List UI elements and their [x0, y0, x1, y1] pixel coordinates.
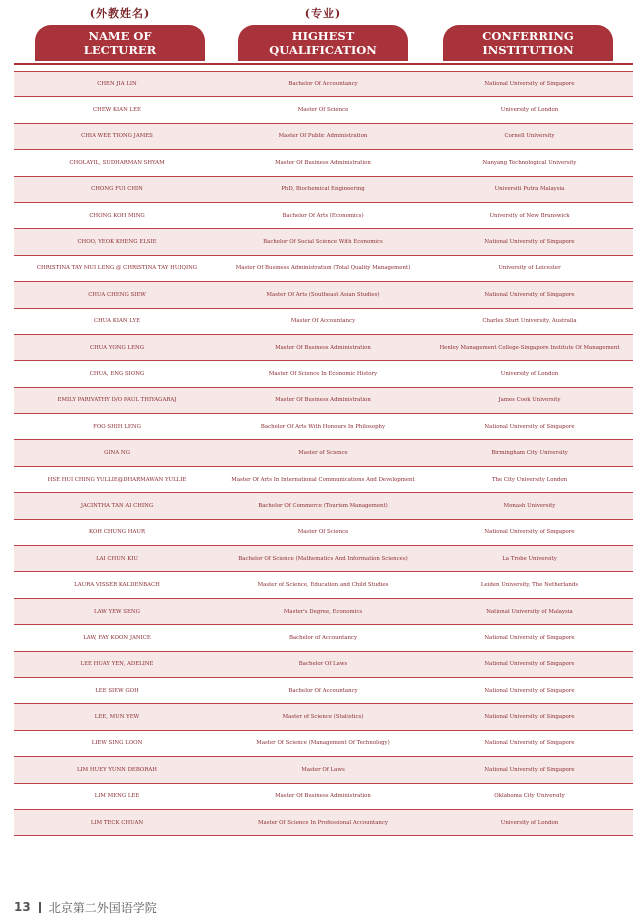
page-footer	[14, 899, 157, 915]
qualification-cell: Master of Science	[298, 450, 348, 457]
lecturer-name-cell: LAW YEW SENG	[94, 608, 140, 615]
header-institution-line2: INSTITUTION	[482, 43, 574, 57]
qualification-cell: Bachelor Of Arts (Economics)	[282, 212, 364, 219]
footer-separator	[39, 902, 41, 913]
qualification-cell: Master Of Arts In International Communications And Development	[231, 476, 415, 483]
qualification-cell: PhD, Biochemical Engineering	[281, 186, 365, 193]
table-row	[14, 704, 633, 730]
lecturer-name-cell: EMILY PARIVATHY D/O PAUL THIYAGARAJ	[57, 397, 177, 404]
qualification-cell: Bachelor Of Arts With Honours In Philosophy	[260, 423, 386, 430]
qualification-cell: Master Of Science	[297, 529, 349, 536]
institution-cell: La Trobe University	[502, 555, 557, 562]
lecturer-name-cell: CHONG FUI CHIN	[91, 186, 143, 193]
institution-cell: National University of Singapore	[484, 81, 575, 88]
lecturer-name-cell: LAW, FAY KOON JANICE	[83, 634, 151, 641]
page-number: 13	[14, 900, 31, 914]
header-divider	[14, 63, 633, 65]
qualification-cell: Master Of Science In Professional Accountancy	[258, 819, 388, 826]
qualification-cell: Master Of Business Administration	[275, 397, 371, 404]
table-row	[14, 652, 633, 678]
qualification-cell: Bachelor Of Science (Mathematics And Information Sciences)	[238, 555, 408, 562]
qualification-cell: Master Of Laws	[301, 766, 345, 773]
qualification-cell: Master Of Science (Management Of Technology)	[256, 740, 390, 747]
qualification-cell: Master of Science (Statistics)	[282, 714, 364, 721]
qualification-cell: Master Of Business Administration	[275, 793, 371, 800]
institution-cell: Universiti Putra Malaysia	[494, 186, 565, 193]
institution-cell: National University of Singapore	[484, 766, 575, 773]
table-row	[14, 309, 633, 335]
table-row	[14, 546, 633, 572]
lecturer-name-cell: CHUA YONG LENG	[89, 344, 145, 351]
table-row	[14, 71, 633, 97]
institution-cell: National University of Singapore	[484, 661, 575, 668]
header-institution-line1: CONFERRING	[482, 29, 574, 43]
institution-cell: National University of Singapore	[484, 687, 575, 694]
school-name: 北京第二外国语学院	[48, 900, 157, 915]
lecturer-name-cell: LIM HUEY YUNN DEBORAH	[76, 766, 158, 773]
qualification-cell: Master Of Science	[297, 107, 349, 114]
header-institution-cn	[443, 6, 613, 22]
header-lecturer-name-cn: (外教姓名)	[89, 7, 151, 20]
institution-cell: National University of Singapore	[484, 634, 575, 641]
qualification-cell: Master Of Science In Economic History	[268, 370, 378, 377]
lecturer-name-cell: CHIA WEE TIONG JAMES	[81, 133, 153, 140]
table-row	[14, 229, 633, 255]
lecturer-name-cell: CHOO, YEOK KHENG ELSIE	[77, 239, 157, 246]
lecturer-name-cell: HSE HUI CHING YULLIE@DHARMAWAN YULLIE	[47, 476, 187, 483]
qualification-cell: Master Of Business Administration	[275, 344, 371, 351]
institution-cell: University of London	[500, 370, 559, 377]
lecturer-name-cell: LIM TECK CHUAN	[90, 819, 144, 826]
table-row	[14, 124, 633, 150]
table-row	[14, 256, 633, 282]
institution-cell: The City University London	[491, 476, 568, 483]
lecturer-name-cell: LIM MENG LEE	[94, 793, 140, 800]
institution-cell: National University of Singapore	[484, 740, 575, 747]
institution-cell: University of New Brunswick	[489, 212, 570, 219]
qualification-cell: Bachelor of Accountancy	[288, 634, 358, 641]
lecturer-name-cell: JACINTHA TAN AI CHING	[80, 502, 154, 509]
header-lecturer-name-line2: LECTURER	[83, 43, 157, 57]
qualification-cell: Master Of Business Administration	[275, 159, 371, 166]
header-qualification-cn: (专业)	[304, 7, 342, 20]
table-row	[14, 810, 633, 836]
lecturer-name-cell: CHONG KOH MING	[89, 212, 145, 219]
qualification-cell: Master Of Arts (Southeast Asian Studies)	[266, 291, 380, 298]
institution-cell: Oklahoma City University	[494, 793, 565, 800]
lecturer-name-cell: CHUA CHENG SIEW	[88, 291, 146, 298]
institution-cell: Birmingham City University	[491, 450, 568, 457]
table-row	[14, 177, 633, 203]
institution-cell: National University of Singapore	[484, 529, 575, 536]
institution-cell: National University of Singapore	[484, 714, 575, 721]
qualification-cell: Master Of Business Administration (Total Quality Management)	[235, 265, 411, 272]
header-institution	[443, 6, 613, 61]
institution-cell: National University of Singapore	[484, 291, 575, 298]
table-row	[14, 493, 633, 519]
table-row	[14, 599, 633, 625]
institution-cell: University of London	[500, 107, 559, 114]
table-row	[14, 361, 633, 387]
lecturer-name-cell: CHUA, ENG SIONG	[89, 370, 145, 377]
header-qualification-line2: QUALIFICATION	[269, 43, 377, 57]
qualification-cell: Bachelor Of Accountancy	[288, 81, 358, 88]
institution-cell: Charles Sturt University, Australia	[482, 318, 577, 325]
table-row	[14, 731, 633, 757]
table-row	[14, 97, 633, 123]
table-row	[14, 388, 633, 414]
lecturer-name-cell: CHEW KIAN LEE	[93, 107, 141, 114]
lecturer-name-cell: KOH CHUNG HAUR	[88, 529, 146, 536]
institution-cell: National University of Singapore	[484, 239, 575, 246]
table-row	[14, 625, 633, 651]
qualification-cell: Master Of Accountancy	[290, 318, 356, 325]
lecturer-name-cell: LAI CHUN KIU	[96, 555, 138, 562]
header-qualification-line1: HIGHEST	[291, 29, 355, 43]
table-row	[14, 282, 633, 308]
qualification-cell: Bachelor Of Accountancy	[288, 687, 358, 694]
qualification-cell: Bachelor Of Laws	[298, 661, 348, 668]
table-row	[14, 467, 633, 493]
institution-cell: National University of Singapore	[484, 423, 575, 430]
table-row	[14, 678, 633, 704]
institution-cell: James Cook University	[498, 397, 561, 404]
lecturer-name-cell: LEE, MUN YEW	[94, 714, 140, 721]
lecturer-table	[14, 71, 633, 836]
header-lecturer-name-line1: NAME OF	[88, 29, 152, 43]
institution-cell: University of Leicester	[498, 265, 561, 272]
header-lecturer-name	[35, 6, 205, 61]
lecturer-name-cell: FOO SHIH LENG	[93, 423, 141, 430]
institution-cell: Nanyang Technological University	[482, 159, 577, 166]
table-row	[14, 150, 633, 176]
lecturer-name-cell: CHEN JIA LIN	[97, 81, 137, 88]
table-row	[14, 757, 633, 783]
institution-cell: National University of Malaysia	[486, 608, 573, 615]
qualification-cell: Master Of Public Administration	[278, 133, 368, 140]
table-row	[14, 784, 633, 810]
lecturer-name-cell: CHUA KIAN LYE	[93, 318, 141, 325]
qualification-cell: Bachelor Of Commerce (Tourism Management)	[258, 502, 388, 509]
institution-cell: University of London	[500, 819, 559, 826]
institution-cell: Monash University	[503, 502, 556, 509]
lecturer-name-cell: LAURA VISSER KALDENBACH	[74, 582, 160, 589]
qualification-cell: Master's Degree, Economics	[283, 608, 363, 615]
institution-cell: Leiden University, The Netherlands	[480, 582, 579, 589]
institution-cell: Henley Management College-Singapore Institute Of Management	[439, 344, 620, 351]
lecturer-name-cell: CHOLAYIL, SUDHARMAN SHYAM	[69, 159, 165, 166]
table-row	[14, 520, 633, 546]
header-qualification	[238, 6, 408, 61]
table-row	[14, 440, 633, 466]
institution-cell: Cornell University	[504, 133, 555, 140]
table-row	[14, 414, 633, 440]
header-lecturer-name-pill	[35, 25, 205, 61]
lecturer-name-cell: LEE HUAY YEN, ADELINE	[80, 661, 154, 668]
table-row	[14, 335, 633, 361]
header-institution-pill	[443, 25, 613, 61]
table-row	[14, 572, 633, 598]
lecturer-name-cell: CHRISTINA TAY MUI LENG @ CHRISTINA TAY HUIQING	[36, 265, 198, 272]
table-header	[0, 6, 643, 64]
table-row	[14, 203, 633, 229]
lecturer-name-cell: GINA NG	[104, 450, 130, 457]
lecturer-name-cell: LEE SIEW GOH	[95, 687, 139, 694]
lecturer-name-cell: LIEW SING LOON	[91, 740, 143, 747]
qualification-cell: Bachelor Of Social Science With Economics	[263, 239, 383, 246]
qualification-cell: Master of Science, Education and Child Studies	[257, 582, 389, 589]
header-qualification-pill	[238, 25, 408, 61]
